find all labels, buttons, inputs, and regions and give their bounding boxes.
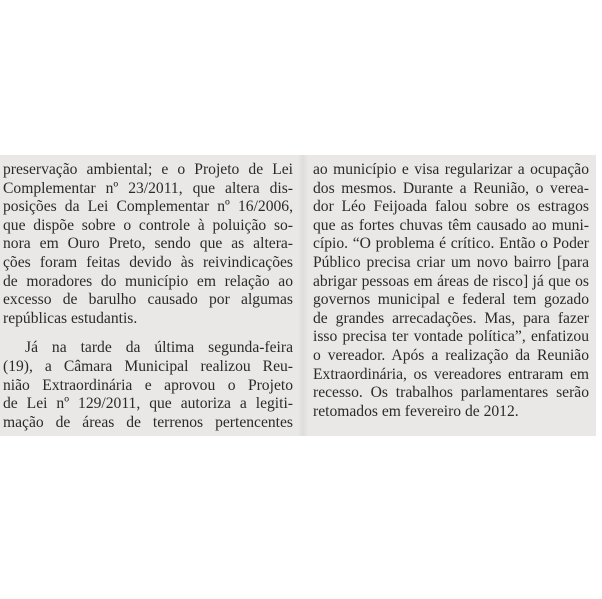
column-gutter — [298, 155, 308, 436]
text-line: cípio. “O problema é crítico. Então o Poder — [313, 235, 589, 253]
text-line: o vereador. Após a realização da Reunião — [313, 346, 589, 364]
text-line: preservação ambiental; e o Projeto de Lei — [3, 161, 293, 178]
right-column — [313, 161, 589, 421]
text-line: Complementar nº 23/2011, que altera dis- — [3, 179, 293, 197]
paragraph-1 — [3, 161, 293, 328]
text-line: excesso de barulho causado por algumas — [3, 291, 293, 309]
text-line: governos municipal e federal tem gozado — [313, 291, 589, 309]
text-line: dos mesmos. Durante a Reunião, o verea- — [313, 179, 589, 197]
left-column — [3, 161, 293, 432]
text-line: dor Léo Feijoada falou sobre os estragos — [313, 198, 589, 216]
text-line: nora em Ouro Preto, sendo que as altera- — [3, 235, 293, 253]
text-line: ções foram feitas devido às reivindicações — [3, 253, 293, 271]
text-line: nião Extraordinária e aprovou o Projeto — [3, 376, 293, 394]
text-line: de grandes arrecadações. Mas, para fazer — [313, 309, 589, 327]
text-line: isso precisa ter vontade política”, enfatizou — [313, 328, 589, 346]
text-line: recesso. Os trabalhos parlamentares serão — [313, 384, 589, 402]
text-line: de Lei nº 129/2011, que autoriza a legiti- — [3, 395, 293, 413]
text-line: que as fortes chuvas têm causado ao muni- — [313, 216, 589, 234]
text-line: Já na tarde da última segunda-feira — [25, 339, 293, 357]
paragraph-gap — [3, 328, 293, 339]
text-line: abrigar pessoas em áreas de risco] já que os — [313, 272, 589, 290]
text-line: mação de áreas de terrenos pertencentes — [3, 413, 293, 431]
text-line: repúblicas estudantis. — [3, 309, 138, 327]
text-line: de moradores do município em relação ao — [3, 272, 293, 290]
paragraph-2 — [3, 339, 293, 432]
text-line: posições da Lei Complementar nº 16/2006, — [3, 198, 293, 216]
text-line: que dispõe sobre o controle à poluição so- — [3, 216, 293, 234]
text-line: Extraordinária, os vereadores entraram em — [313, 365, 589, 383]
newspaper-clipping — [0, 155, 596, 436]
text-line: retomados em fevereiro de 2012. — [313, 402, 519, 420]
text-line: ao município e visa regularizar a ocupação — [313, 161, 589, 178]
text-line: Público precisa criar um novo bairro [para — [313, 253, 589, 271]
text-line: (19), a Câmara Municipal realizou Reu- — [3, 357, 293, 375]
